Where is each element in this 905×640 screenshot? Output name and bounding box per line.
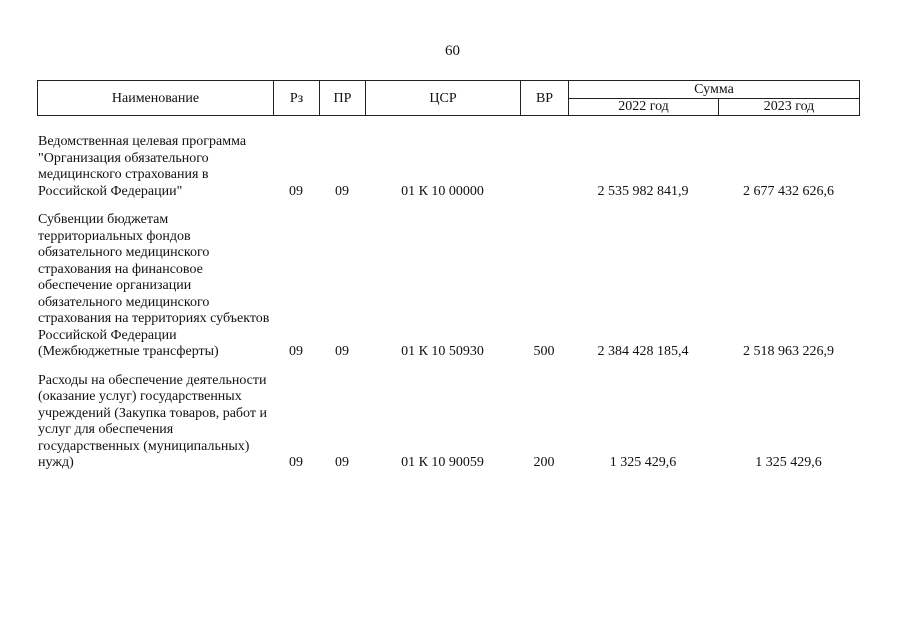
- row-sum-2023: 1 325 429,6: [755, 455, 822, 470]
- row-name: Ведомственная целевая программа "Организация обязательного медицинского страхования в Российской Федерации": [38, 134, 247, 199]
- header-name: Наименование: [38, 81, 274, 116]
- row-vr: [520, 134, 568, 200]
- row-csr: 01 К 10 50930: [401, 344, 484, 359]
- row-rz: 09: [289, 455, 303, 470]
- row-name: Субвенции бюджетам территориальных фондов обязательного медицинского страхования на финансовое обеспечение организации обязательного медицинского страхования на территориях субъектов Российской Федерации (Межбюджетные трансферты): [38, 212, 270, 359]
- row-sum-2022: 1 325 429,6: [609, 455, 677, 470]
- page-number: 60: [445, 43, 460, 59]
- row-rz: 09: [289, 344, 303, 359]
- table-row: [37, 134, 859, 200]
- header-rz: Рз: [274, 81, 320, 116]
- row-name: Расходы на обеспечение деятельности (оказание услуг) государственных учреждений (Закупка товаров, работ и услуг для обеспечения государственных (муниципальных) нужд): [38, 372, 267, 470]
- header-year-2023: 2023 год: [719, 98, 860, 116]
- header-csr: ЦСР: [366, 81, 521, 116]
- row-rz: 09: [289, 183, 303, 199]
- row-sum-2022: 2 535 982 841,9: [597, 183, 689, 199]
- table-row: [37, 361, 859, 472]
- header-sum: Сумма: [569, 81, 860, 99]
- header-vr: ВР: [521, 81, 569, 116]
- budget-table: [37, 134, 859, 472]
- row-sum-2023: 2 518 963 226,9: [743, 344, 834, 359]
- row-vr: 500: [533, 344, 555, 359]
- row-sum-2022: 2 384 428 185,4: [597, 344, 689, 359]
- row-sum-2023: 2 677 432 626,6: [743, 183, 834, 199]
- row-pr: 09: [335, 344, 349, 359]
- row-vr: 200: [533, 455, 555, 470]
- header-year-2022: 2022 год: [569, 98, 719, 116]
- table-header: [37, 80, 860, 116]
- row-pr: 09: [335, 455, 349, 470]
- table-row: [37, 200, 859, 361]
- row-pr: 09: [335, 183, 349, 199]
- row-csr: 01 К 10 00000: [401, 183, 484, 199]
- header-pr: ПР: [320, 81, 366, 116]
- row-csr: 01 К 10 90059: [401, 455, 484, 470]
